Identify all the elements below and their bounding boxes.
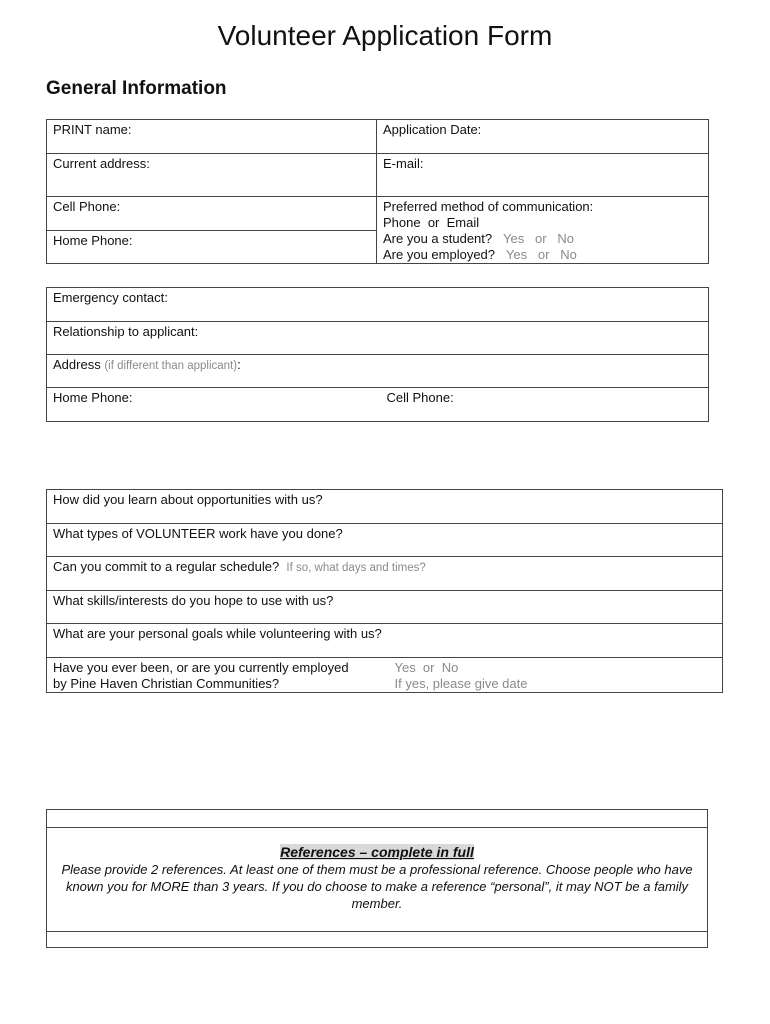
prior-employment-field[interactable]: [47, 658, 387, 693]
relationship-label: Relationship to applicant:: [53, 324, 199, 339]
communication-field[interactable]: [377, 197, 709, 264]
home-phone-label: Home Phone:: [53, 233, 133, 248]
learn-field[interactable]: [47, 490, 723, 524]
phone-or-email-option[interactable]: Phone or Email: [383, 215, 480, 230]
email-field[interactable]: [377, 154, 709, 197]
cell-phone-field[interactable]: [47, 197, 377, 231]
prior-employment-line2: by Pine Haven Christian Communities?: [53, 676, 280, 691]
references-table: [46, 809, 708, 948]
prior-employment-options[interactable]: Yes or No: [394, 660, 459, 675]
schedule-field[interactable]: [47, 557, 723, 591]
emergency-contact-label: Emergency contact:: [53, 290, 168, 305]
goals-field[interactable]: [47, 624, 723, 658]
references-top-row: [47, 810, 708, 828]
emergency-address-label: Address: [53, 357, 101, 372]
volunteer-types-field[interactable]: [47, 524, 723, 557]
emergency-contact-field[interactable]: [47, 288, 709, 322]
references-title: References – complete in full: [280, 844, 474, 860]
skills-question: What skills/interests do you hope to use with us?: [53, 593, 334, 608]
print-name-label: PRINT name:: [53, 122, 132, 137]
emergency-address-note: (if different than applicant): [104, 360, 238, 372]
general-info-table: [46, 119, 709, 264]
questions-table: [46, 489, 723, 693]
preferred-method-label: Preferred method of communication:: [383, 199, 594, 214]
prior-employment-note: If yes, please give date: [394, 676, 528, 691]
student-options[interactable]: Yes or No: [502, 231, 575, 246]
skills-field[interactable]: [47, 591, 723, 624]
emergency-cell-phone-label: Cell Phone:: [386, 390, 454, 405]
application-date-label: Application Date:: [383, 122, 482, 137]
emergency-home-phone-label: Home Phone:: [53, 390, 133, 405]
emergency-contact-table: [46, 287, 709, 422]
employed-question: Are you employed?: [383, 247, 496, 262]
references-body: Please provide 2 references. At least one of them must be a professional reference. Choose people who have known you for MORE than 3 years. If you do choose to make a reference “personal”, it may NOT be a family member.: [61, 862, 693, 911]
cell-phone-label: Cell Phone:: [53, 199, 121, 214]
page-title: Volunteer Application Form: [217, 20, 553, 51]
home-phone-field[interactable]: [47, 231, 377, 264]
relationship-field[interactable]: [47, 322, 709, 355]
application-date-field[interactable]: [377, 120, 709, 154]
student-question: Are you a student?: [383, 231, 493, 246]
learn-question: How did you learn about opportunities with us?: [53, 492, 323, 507]
volunteer-types-question: What types of VOLUNTEER work have you done?: [53, 526, 343, 541]
prior-employment-line1: Have you ever been, or are you currently employed: [53, 660, 349, 675]
current-address-label: Current address:: [53, 156, 150, 171]
section-heading-general: General Information: [46, 78, 227, 99]
goals-question: What are your personal goals while volunteering with us?: [53, 626, 382, 641]
emergency-cell-phone-field[interactable]: [381, 388, 709, 422]
references-bottom-row: [47, 932, 708, 948]
email-label: E-mail:: [383, 156, 424, 171]
prior-employment-answer[interactable]: [387, 658, 723, 693]
schedule-question: Can you commit to a regular schedule?: [53, 559, 280, 574]
employed-options[interactable]: Yes or No: [505, 247, 577, 262]
current-address-field[interactable]: [47, 154, 377, 197]
print-name-field[interactable]: [47, 120, 377, 154]
references-instructions: [47, 828, 708, 932]
emergency-address-field[interactable]: [47, 355, 709, 388]
emergency-home-phone-field[interactable]: [47, 388, 381, 422]
emergency-address-colon: :: [237, 357, 241, 372]
schedule-note: If so, what days and times?: [286, 562, 426, 574]
